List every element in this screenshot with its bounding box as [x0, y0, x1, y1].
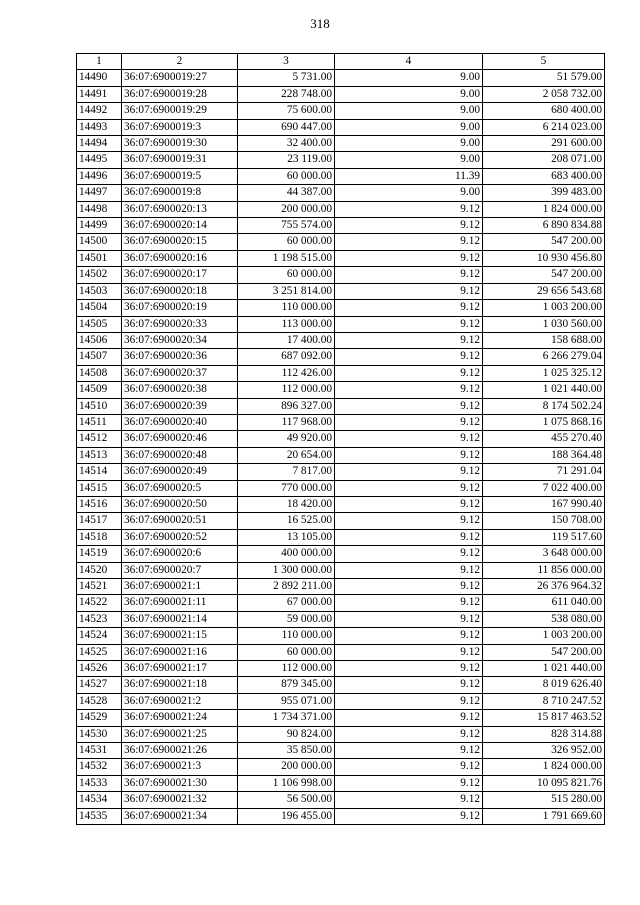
- area-cell: 7 817.00: [238, 464, 335, 480]
- rate-cell: 9.12: [335, 480, 483, 496]
- area-cell: 112 000.00: [238, 382, 335, 398]
- table-row: [77, 365, 605, 381]
- row-number-cell: 14506: [77, 332, 122, 348]
- cadastral-number-cell: 36:07:6900020:5: [122, 480, 238, 496]
- column-header: 2: [122, 54, 238, 70]
- cadastral-number-cell: 36:07:6900020:17: [122, 267, 238, 283]
- cadastral-number-cell: 36:07:6900020:37: [122, 365, 238, 381]
- cadastral-number-cell: 36:07:6900019:27: [122, 70, 238, 86]
- cadastral-number-cell: 36:07:6900021:17: [122, 661, 238, 677]
- area-cell: 32 400.00: [238, 136, 335, 152]
- rate-cell: 9.12: [335, 267, 483, 283]
- rate-cell: 9.12: [335, 496, 483, 512]
- value-cell: 3 648 000.00: [483, 546, 605, 562]
- rate-cell: 9.12: [335, 644, 483, 660]
- area-cell: 690 447.00: [238, 119, 335, 135]
- table-row: [77, 201, 605, 217]
- cadastral-number-cell: 36:07:6900020:39: [122, 398, 238, 414]
- value-cell: 515 280.00: [483, 792, 605, 808]
- area-cell: 60 000.00: [238, 234, 335, 250]
- value-cell: 6 266 279.04: [483, 349, 605, 365]
- value-cell: 1 791 669.60: [483, 808, 605, 824]
- table-row: [77, 677, 605, 693]
- table-row: [77, 250, 605, 266]
- area-cell: 110 000.00: [238, 628, 335, 644]
- area-cell: 67 000.00: [238, 595, 335, 611]
- row-number-cell: 14493: [77, 119, 122, 135]
- value-cell: 455 270.40: [483, 431, 605, 447]
- area-cell: 200 000.00: [238, 759, 335, 775]
- rate-cell: 9.12: [335, 464, 483, 480]
- area-cell: 35 850.00: [238, 743, 335, 759]
- row-number-cell: 14526: [77, 661, 122, 677]
- area-cell: 17 400.00: [238, 332, 335, 348]
- table-row: [77, 168, 605, 184]
- rate-cell: 9.12: [335, 743, 483, 759]
- area-cell: 49 920.00: [238, 431, 335, 447]
- rate-cell: 9.12: [335, 234, 483, 250]
- table-body: [77, 70, 605, 825]
- table-row: [77, 431, 605, 447]
- value-cell: 6 214 023.00: [483, 119, 605, 135]
- value-cell: 6 890 834.88: [483, 218, 605, 234]
- area-cell: 56 500.00: [238, 792, 335, 808]
- area-cell: 59 000.00: [238, 611, 335, 627]
- area-cell: 687 092.00: [238, 349, 335, 365]
- value-cell: 29 656 543.68: [483, 283, 605, 299]
- cadastral-number-cell: 36:07:6900020:48: [122, 447, 238, 463]
- row-number-cell: 14532: [77, 759, 122, 775]
- table-row: [77, 414, 605, 430]
- rate-cell: 9.00: [335, 136, 483, 152]
- value-cell: 611 040.00: [483, 595, 605, 611]
- rate-cell: 9.12: [335, 300, 483, 316]
- header-row: [77, 54, 605, 70]
- rate-cell: 9.12: [335, 661, 483, 677]
- area-cell: 18 420.00: [238, 496, 335, 512]
- value-cell: 11 856 000.00: [483, 562, 605, 578]
- area-cell: 112 000.00: [238, 661, 335, 677]
- area-cell: 1 734 371.00: [238, 710, 335, 726]
- rate-cell: 9.12: [335, 382, 483, 398]
- row-number-cell: 14507: [77, 349, 122, 365]
- table-row: [77, 234, 605, 250]
- row-number-cell: 14502: [77, 267, 122, 283]
- area-cell: 60 000.00: [238, 267, 335, 283]
- value-cell: 1 003 200.00: [483, 628, 605, 644]
- value-cell: 1 030 560.00: [483, 316, 605, 332]
- rate-cell: 9.12: [335, 529, 483, 545]
- column-header: 3: [238, 54, 335, 70]
- cadastral-number-cell: 36:07:6900021:24: [122, 710, 238, 726]
- area-cell: 44 387.00: [238, 185, 335, 201]
- rate-cell: 9.12: [335, 218, 483, 234]
- value-cell: 15 817 463.52: [483, 710, 605, 726]
- area-cell: 5 731.00: [238, 70, 335, 86]
- value-cell: 208 071.00: [483, 152, 605, 168]
- table-row: [77, 546, 605, 562]
- row-number-cell: 14491: [77, 86, 122, 102]
- cadastral-number-cell: 36:07:6900021:2: [122, 693, 238, 709]
- value-cell: 8 710 247.52: [483, 693, 605, 709]
- rate-cell: 9.12: [335, 365, 483, 381]
- table-row: [77, 447, 605, 463]
- cadastral-number-cell: 36:07:6900019:3: [122, 119, 238, 135]
- row-number-cell: 14511: [77, 414, 122, 430]
- value-cell: 326 952.00: [483, 743, 605, 759]
- row-number-cell: 14495: [77, 152, 122, 168]
- area-cell: 112 426.00: [238, 365, 335, 381]
- rate-cell: 9.12: [335, 775, 483, 791]
- row-number-cell: 14522: [77, 595, 122, 611]
- rate-cell: 9.12: [335, 283, 483, 299]
- table-row: [77, 529, 605, 545]
- rate-cell: 9.12: [335, 250, 483, 266]
- value-cell: 8 019 626.40: [483, 677, 605, 693]
- cadastral-number-cell: 36:07:6900020:50: [122, 496, 238, 512]
- rate-cell: 9.00: [335, 86, 483, 102]
- area-cell: 2 892 211.00: [238, 579, 335, 595]
- row-number-cell: 14519: [77, 546, 122, 562]
- cadastral-number-cell: 36:07:6900020:18: [122, 283, 238, 299]
- area-cell: 955 071.00: [238, 693, 335, 709]
- cadastral-number-cell: 36:07:6900020:40: [122, 414, 238, 430]
- row-number-cell: 14509: [77, 382, 122, 398]
- area-cell: 113 000.00: [238, 316, 335, 332]
- rate-cell: 9.12: [335, 349, 483, 365]
- table-row: [77, 496, 605, 512]
- rate-cell: 9.12: [335, 546, 483, 562]
- value-cell: 150 708.00: [483, 513, 605, 529]
- row-number-cell: 14492: [77, 103, 122, 119]
- table-row: [77, 152, 605, 168]
- cadastral-number-cell: 36:07:6900021:14: [122, 611, 238, 627]
- table-row: [77, 300, 605, 316]
- cadastral-number-cell: 36:07:6900021:16: [122, 644, 238, 660]
- cadastral-number-cell: 36:07:6900020:33: [122, 316, 238, 332]
- value-cell: 188 364.48: [483, 447, 605, 463]
- row-number-cell: 14500: [77, 234, 122, 250]
- value-cell: 547 200.00: [483, 644, 605, 660]
- page-number: 318: [310, 16, 330, 31]
- table-row: [77, 86, 605, 102]
- row-number-cell: 14510: [77, 398, 122, 414]
- row-number-cell: 14529: [77, 710, 122, 726]
- value-cell: 1 021 440.00: [483, 661, 605, 677]
- value-cell: 7 022 400.00: [483, 480, 605, 496]
- rate-cell: 9.12: [335, 595, 483, 611]
- cadastral-number-cell: 36:07:6900020:38: [122, 382, 238, 398]
- rate-cell: 9.12: [335, 332, 483, 348]
- cadastral-number-cell: 36:07:6900020:19: [122, 300, 238, 316]
- value-cell: 51 579.00: [483, 70, 605, 86]
- cadastral-number-cell: 36:07:6900021:30: [122, 775, 238, 791]
- area-cell: 60 000.00: [238, 644, 335, 660]
- table-row: [77, 775, 605, 791]
- row-number-cell: 14505: [77, 316, 122, 332]
- row-number-cell: 14514: [77, 464, 122, 480]
- table-row: [77, 70, 605, 86]
- value-cell: 158 688.00: [483, 332, 605, 348]
- table-row: [77, 103, 605, 119]
- cadastral-number-cell: 36:07:6900020:34: [122, 332, 238, 348]
- rate-cell: 9.12: [335, 628, 483, 644]
- table-row: [77, 743, 605, 759]
- row-number-cell: 14520: [77, 562, 122, 578]
- table-row: [77, 119, 605, 135]
- table-row: [77, 611, 605, 627]
- value-cell: 1 824 000.00: [483, 201, 605, 217]
- row-number-cell: 14503: [77, 283, 122, 299]
- rate-cell: 9.12: [335, 431, 483, 447]
- value-cell: 538 080.00: [483, 611, 605, 627]
- table-row: [77, 808, 605, 824]
- row-number-cell: 14512: [77, 431, 122, 447]
- area-cell: 879 345.00: [238, 677, 335, 693]
- row-number-cell: 14501: [77, 250, 122, 266]
- rate-cell: 9.12: [335, 398, 483, 414]
- cadastral-number-cell: 36:07:6900021:25: [122, 726, 238, 742]
- table-row: [77, 398, 605, 414]
- row-number-cell: 14533: [77, 775, 122, 791]
- rate-cell: 9.12: [335, 792, 483, 808]
- column-header: 1: [77, 54, 122, 70]
- value-cell: 8 174 502.24: [483, 398, 605, 414]
- cadastral-number-cell: 36:07:6900019:8: [122, 185, 238, 201]
- cadastral-number-cell: 36:07:6900020:15: [122, 234, 238, 250]
- table-row: [77, 710, 605, 726]
- rate-cell: 9.00: [335, 119, 483, 135]
- value-cell: 291 600.00: [483, 136, 605, 152]
- cadastral-number-cell: 36:07:6900019:29: [122, 103, 238, 119]
- area-cell: 196 455.00: [238, 808, 335, 824]
- table-row: [77, 661, 605, 677]
- table-row: [77, 562, 605, 578]
- cadastral-number-cell: 36:07:6900021:18: [122, 677, 238, 693]
- cadastral-number-cell: 36:07:6900021:11: [122, 595, 238, 611]
- row-number-cell: 14496: [77, 168, 122, 184]
- area-cell: 90 824.00: [238, 726, 335, 742]
- row-number-cell: 14518: [77, 529, 122, 545]
- cadastral-number-cell: 36:07:6900020:51: [122, 513, 238, 529]
- cadastral-number-cell: 36:07:6900020:16: [122, 250, 238, 266]
- row-number-cell: 14534: [77, 792, 122, 808]
- area-cell: 110 000.00: [238, 300, 335, 316]
- row-number-cell: 14516: [77, 496, 122, 512]
- table-row: [77, 382, 605, 398]
- row-number-cell: 14513: [77, 447, 122, 463]
- cadastral-number-cell: 36:07:6900019:28: [122, 86, 238, 102]
- row-number-cell: 14497: [77, 185, 122, 201]
- value-cell: 547 200.00: [483, 234, 605, 250]
- column-header: 5: [483, 54, 605, 70]
- rate-cell: 9.12: [335, 808, 483, 824]
- value-cell: 1 824 000.00: [483, 759, 605, 775]
- rate-cell: 9.00: [335, 70, 483, 86]
- rate-cell: 9.12: [335, 710, 483, 726]
- cadastral-number-cell: 36:07:6900021:32: [122, 792, 238, 808]
- area-cell: 400 000.00: [238, 546, 335, 562]
- row-number-cell: 14494: [77, 136, 122, 152]
- rate-cell: 9.12: [335, 562, 483, 578]
- area-cell: 117 968.00: [238, 414, 335, 430]
- row-number-cell: 14524: [77, 628, 122, 644]
- value-cell: 167 990.40: [483, 496, 605, 512]
- table-row: [77, 759, 605, 775]
- table-row: [77, 693, 605, 709]
- row-number-cell: 14499: [77, 218, 122, 234]
- value-cell: 547 200.00: [483, 267, 605, 283]
- row-number-cell: 14490: [77, 70, 122, 86]
- table-row: [77, 185, 605, 201]
- cadastral-number-cell: 36:07:6900021:15: [122, 628, 238, 644]
- rate-cell: 11.39: [335, 168, 483, 184]
- area-cell: 1 300 000.00: [238, 562, 335, 578]
- rate-cell: 9.12: [335, 611, 483, 627]
- value-cell: 10 930 456.80: [483, 250, 605, 266]
- rate-cell: 9.12: [335, 693, 483, 709]
- value-cell: 71 291.04: [483, 464, 605, 480]
- cadastral-number-cell: 36:07:6900020:13: [122, 201, 238, 217]
- rate-cell: 9.00: [335, 152, 483, 168]
- cadastral-number-cell: 36:07:6900019:31: [122, 152, 238, 168]
- row-number-cell: 14531: [77, 743, 122, 759]
- cadastral-number-cell: 36:07:6900020:52: [122, 529, 238, 545]
- area-cell: 896 327.00: [238, 398, 335, 414]
- value-cell: 680 400.00: [483, 103, 605, 119]
- area-cell: 755 574.00: [238, 218, 335, 234]
- value-cell: 399 483.00: [483, 185, 605, 201]
- table-row: [77, 332, 605, 348]
- area-cell: 200 000.00: [238, 201, 335, 217]
- value-cell: 1 075 868.16: [483, 414, 605, 430]
- table-row: [77, 644, 605, 660]
- rate-cell: 9.12: [335, 316, 483, 332]
- rate-cell: 9.12: [335, 579, 483, 595]
- value-cell: 1 003 200.00: [483, 300, 605, 316]
- row-number-cell: 14504: [77, 300, 122, 316]
- value-cell: 2 058 732.00: [483, 86, 605, 102]
- table-row: [77, 726, 605, 742]
- area-cell: 770 000.00: [238, 480, 335, 496]
- area-cell: 60 000.00: [238, 168, 335, 184]
- rate-cell: 9.12: [335, 201, 483, 217]
- table-row: [77, 349, 605, 365]
- row-number-cell: 14525: [77, 644, 122, 660]
- rate-cell: 9.12: [335, 677, 483, 693]
- row-number-cell: 14521: [77, 579, 122, 595]
- rate-cell: 9.12: [335, 447, 483, 463]
- row-number-cell: 14523: [77, 611, 122, 627]
- cadastral-number-cell: 36:07:6900019:5: [122, 168, 238, 184]
- cadastral-number-cell: 36:07:6900021:26: [122, 743, 238, 759]
- rate-cell: 9.12: [335, 513, 483, 529]
- row-number-cell: 14498: [77, 201, 122, 217]
- cadastral-number-cell: 36:07:6900020:46: [122, 431, 238, 447]
- table-row: [77, 464, 605, 480]
- area-cell: 75 600.00: [238, 103, 335, 119]
- table-row: [77, 595, 605, 611]
- cadastral-number-cell: 36:07:6900020:6: [122, 546, 238, 562]
- column-header: 4: [335, 54, 483, 70]
- table-row: [77, 136, 605, 152]
- value-cell: 1 021 440.00: [483, 382, 605, 398]
- cadastral-number-cell: 36:07:6900020:7: [122, 562, 238, 578]
- value-cell: 26 376 964.32: [483, 579, 605, 595]
- table-row: [77, 218, 605, 234]
- area-cell: 13 105.00: [238, 529, 335, 545]
- area-cell: 23 119.00: [238, 152, 335, 168]
- area-cell: 228 748.00: [238, 86, 335, 102]
- table-row: [77, 579, 605, 595]
- value-cell: 119 517.60: [483, 529, 605, 545]
- value-cell: 10 095 821.76: [483, 775, 605, 791]
- cadastral-number-cell: 36:07:6900021:34: [122, 808, 238, 824]
- row-number-cell: 14528: [77, 693, 122, 709]
- rate-cell: 9.12: [335, 726, 483, 742]
- cadastral-number-cell: 36:07:6900020:14: [122, 218, 238, 234]
- area-cell: 3 251 814.00: [238, 283, 335, 299]
- row-number-cell: 14517: [77, 513, 122, 529]
- rate-cell: 9.00: [335, 103, 483, 119]
- row-number-cell: 14527: [77, 677, 122, 693]
- area-cell: 16 525.00: [238, 513, 335, 529]
- row-number-cell: 14508: [77, 365, 122, 381]
- table-row: [77, 628, 605, 644]
- table-row: [77, 267, 605, 283]
- area-cell: 1 106 998.00: [238, 775, 335, 791]
- table-row: [77, 316, 605, 332]
- cadastral-number-cell: 36:07:6900020:36: [122, 349, 238, 365]
- cadastral-number-cell: 36:07:6900019:30: [122, 136, 238, 152]
- value-cell: 683 400.00: [483, 168, 605, 184]
- area-cell: 1 198 515.00: [238, 250, 335, 266]
- table-row: [77, 513, 605, 529]
- rate-cell: 9.12: [335, 414, 483, 430]
- table-row: [77, 480, 605, 496]
- row-number-cell: 14530: [77, 726, 122, 742]
- row-number-cell: 14535: [77, 808, 122, 824]
- table-row: [77, 283, 605, 299]
- cadastral-number-cell: 36:07:6900021:3: [122, 759, 238, 775]
- table-row: [77, 792, 605, 808]
- area-cell: 20 654.00: [238, 447, 335, 463]
- rate-cell: 9.12: [335, 759, 483, 775]
- value-cell: 1 025 325.12: [483, 365, 605, 381]
- rate-cell: 9.00: [335, 185, 483, 201]
- data-table: [76, 53, 605, 825]
- value-cell: 828 314.88: [483, 726, 605, 742]
- row-number-cell: 14515: [77, 480, 122, 496]
- cadastral-number-cell: 36:07:6900020:49: [122, 464, 238, 480]
- cadastral-number-cell: 36:07:6900021:1: [122, 579, 238, 595]
